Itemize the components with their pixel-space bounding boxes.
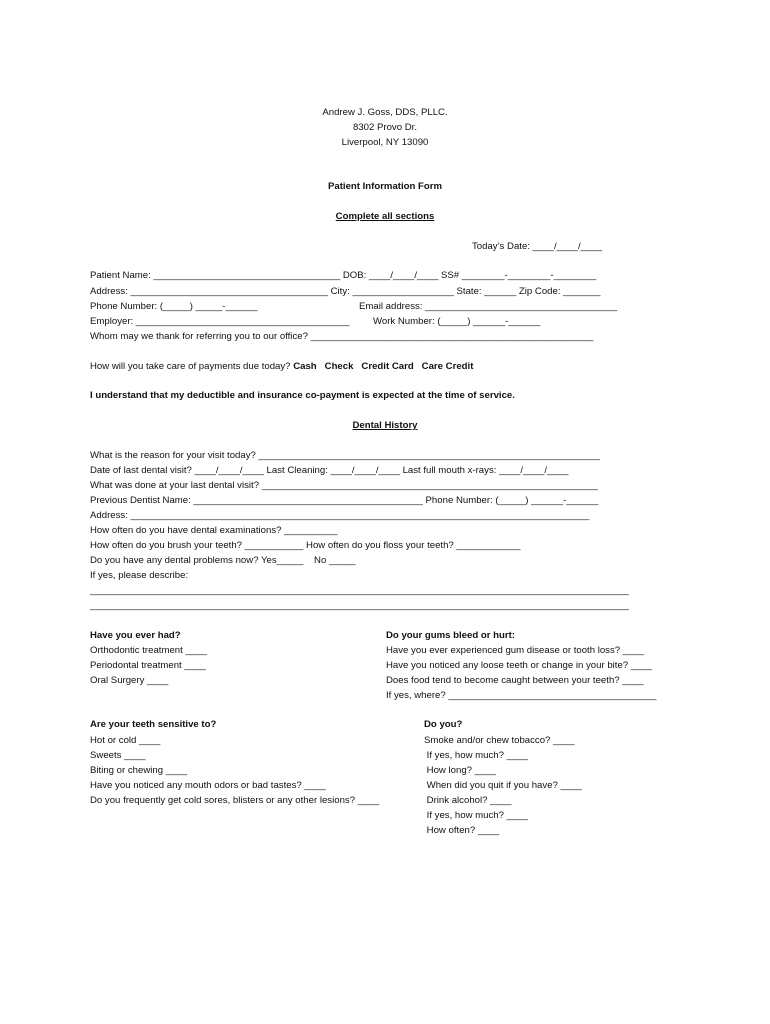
form-instruction: Complete all sections	[335, 211, 435, 222]
previous-dentist-address-field[interactable]: Address: ______________________________________________________________________________________	[90, 510, 590, 521]
alcohol-amount-item[interactable]: If yes, how much? ____	[424, 810, 528, 821]
previous-dentist-line[interactable]: Previous Dentist Name: ___________________________________________ Phone Number: (_____) ______-______	[90, 495, 599, 506]
tobacco-amount-item[interactable]: If yes, how much? ____	[424, 750, 528, 761]
practice-street: 8302 Provo Dr.	[353, 122, 417, 133]
alcohol-item[interactable]: Drink alcohol? ____	[424, 795, 512, 806]
have-you-ever-title: Have you ever had?	[90, 630, 181, 641]
dental-history-title: Dental History	[352, 420, 418, 431]
patient-name-line[interactable]: Patient Name: ___________________________________ DOB: ____/____/____ SS# ________-________-________	[90, 270, 597, 281]
work-number-field[interactable]: Work Number: (_____) ______-______	[373, 316, 541, 327]
oral-surgery-item[interactable]: Oral Surgery ____	[90, 675, 169, 686]
sensitive-title: Are your teeth sensitive to?	[90, 719, 217, 730]
tobacco-item[interactable]: Smoke and/or chew tobacco? ____	[424, 735, 575, 746]
hot-cold-item[interactable]: Hot or cold ____	[90, 735, 161, 746]
phone-number-field[interactable]: Phone Number: (_____) _____-______	[90, 301, 258, 312]
gum-disease-item[interactable]: Have you ever experienced gum disease or tooth loss? ____	[386, 645, 645, 656]
exam-frequency-field[interactable]: How often do you have dental examinations? __________	[90, 525, 338, 536]
alcohol-frequency-item[interactable]: How often? ____	[424, 825, 500, 836]
practice-city: Liverpool, NY 13090	[341, 137, 429, 148]
practice-name: Andrew J. Goss, DDS, PLLC.	[322, 107, 448, 118]
employer-field[interactable]: Employer: ________________________________________	[90, 316, 350, 327]
email-field[interactable]: Email address: ____________________________________	[359, 301, 618, 312]
do-you-title: Do you?	[424, 719, 463, 730]
form-title: Patient Information Form	[327, 181, 443, 192]
address-line[interactable]: Address: _____________________________________ City: ___________________ State: ______ Zip Code: _______	[90, 286, 601, 297]
food-caught-item[interactable]: Does food tend to become caught between your teeth? ____	[386, 675, 644, 686]
last-visit-work-field[interactable]: What was done at your last dental visit? _______________________________________________________________	[90, 480, 598, 491]
quit-date-item[interactable]: When did you quit if you have? ____	[424, 780, 582, 791]
describe-label: If yes, please describe:	[90, 570, 189, 581]
understand-statement: I understand that my deductible and insurance co-payment is expected at the time of service.	[90, 390, 515, 401]
biting-chewing-item[interactable]: Biting or chewing ____	[90, 765, 188, 776]
describe-blank-line-1[interactable]: _____________________________________________________________________________________________________	[90, 585, 629, 596]
tobacco-duration-item[interactable]: How long? ____	[424, 765, 497, 776]
payment-options[interactable]: Cash Check Credit Card Care Credit	[293, 361, 474, 372]
periodontal-item[interactable]: Periodontal treatment ____	[90, 660, 206, 671]
orthodontic-item[interactable]: Orthodontic treatment ____	[90, 645, 207, 656]
cold-sores-item[interactable]: Do you frequently get cold sores, blisters or any other lesions? ____	[90, 795, 380, 806]
dental-problems-line[interactable]: Do you have any dental problems now? Yes_____ No _____	[90, 555, 356, 566]
todays-date-field[interactable]: Today’s Date: ____/____/____	[472, 241, 602, 252]
referral-field[interactable]: Whom may we thank for referring you to our office? _____________________________________________________	[90, 331, 594, 342]
sweets-item[interactable]: Sweets ____	[90, 750, 146, 761]
mouth-odors-item[interactable]: Have you noticed any mouth odors or bad tastes? ____	[90, 780, 326, 791]
payment-question: How will you take care of payments due today?	[90, 361, 294, 372]
gums-title: Do your gums bleed or hurt:	[386, 630, 515, 641]
last-visit-dates-line[interactable]: Date of last dental visit? ____/____/____ Last Cleaning: ____/____/____ Last full mouth x-rays: ____/____/____	[90, 465, 569, 476]
visit-reason-field[interactable]: What is the reason for your visit today? ________________________________________________________________	[90, 450, 600, 461]
describe-blank-line-2[interactable]: _____________________________________________________________________________________________________	[90, 600, 629, 611]
brush-floss-line[interactable]: How often do you brush your teeth? ___________ How often do you floss your teeth? ____________	[90, 540, 521, 551]
loose-teeth-item[interactable]: Have you noticed any loose teeth or change in your bite? ____	[386, 660, 653, 671]
food-caught-where-field[interactable]: If yes, where? _______________________________________	[386, 690, 657, 701]
payment-line	[90, 361, 473, 373]
